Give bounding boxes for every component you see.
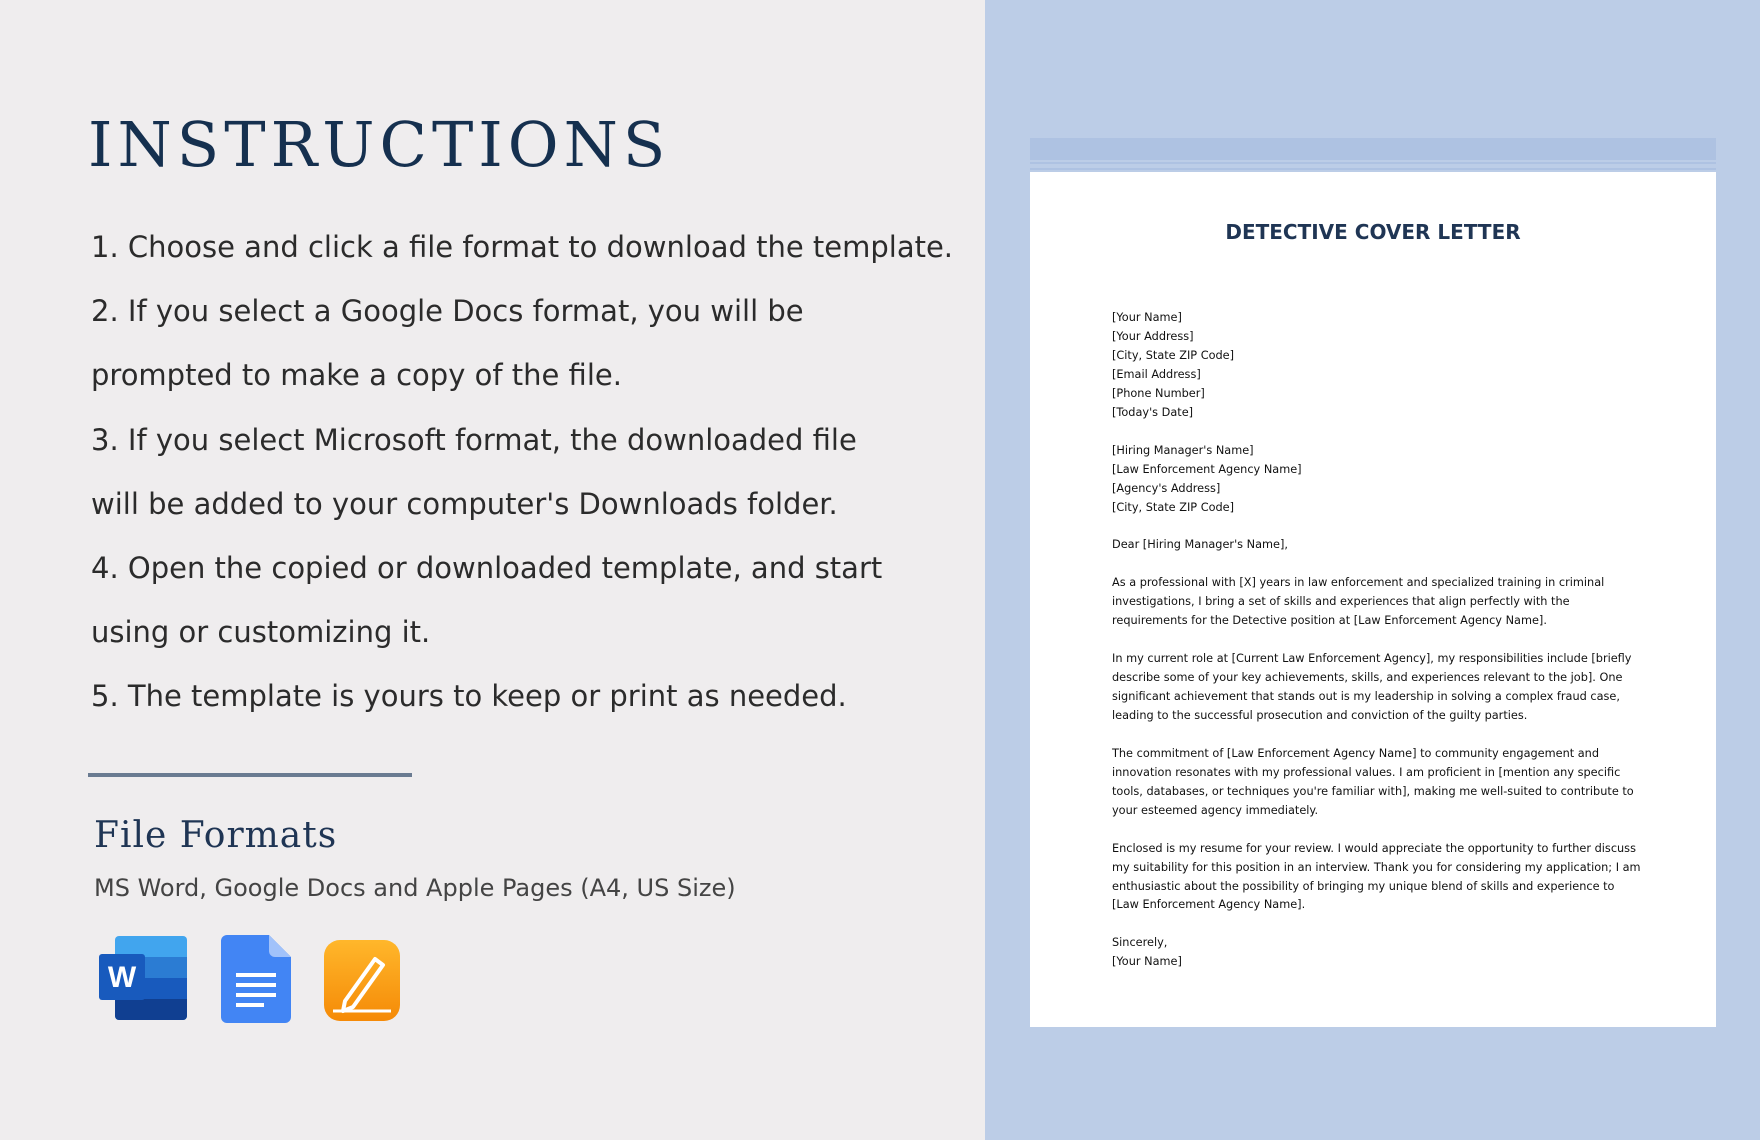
letter-paragraph (1112, 745, 1672, 821)
letter-line: [Agency's Address] (1112, 481, 1221, 495)
salutation (1112, 536, 1672, 555)
ms-word-icon[interactable] (97, 934, 189, 1022)
instruction-step: using or customizing it. (91, 615, 431, 650)
instruction-step: prompted to make a copy of the file. (91, 358, 622, 393)
letter-line: Dear [Hiring Manager's Name], (1112, 538, 1288, 552)
preview-top-bar (1030, 138, 1716, 160)
recipient-block (1112, 442, 1672, 518)
letter-line: Sincerely, (1112, 936, 1168, 950)
preview-rule (1030, 168, 1716, 170)
google-docs-icon[interactable] (221, 935, 291, 1023)
instruction-step: 4. Open the copied or downloaded template, and start (91, 551, 883, 586)
word-icon-letter: W (107, 961, 137, 994)
letter-line: [Phone Number] (1112, 386, 1205, 400)
letter-paragraph (1112, 840, 1672, 916)
letter-line: In my current role at [Current Law Enforcement Agency], my responsibilities include [briefly (1112, 652, 1632, 666)
letter-line: The commitment of [Law Enforcement Agency Name] to community engagement and (1112, 746, 1600, 760)
letter-line: [Hiring Manager's Name] (1112, 443, 1254, 457)
letter-line: [Your Address] (1112, 329, 1194, 343)
sender-block (1112, 309, 1672, 423)
section-divider (88, 773, 412, 777)
instruction-step: 5. The template is yours to keep or print as needed. (91, 679, 847, 714)
letter-line: describe some of your key achievements, skills, and experiences relevant to the job]. One (1112, 671, 1623, 685)
document-title: DETECTIVE COVER LETTER (1225, 220, 1521, 244)
letter-line: enthusiastic about the possibility of bringing my unique blend of skills and experience to (1112, 879, 1615, 893)
letter-line: Enclosed is my resume for your review. I would appreciate the opportunity to further discuss (1112, 841, 1636, 855)
letter-line: [Law Enforcement Agency Name] (1112, 462, 1302, 476)
letter-line: [Your Name] (1112, 311, 1182, 324)
letter-paragraph (1112, 650, 1672, 726)
letter-line: innovation resonates with my professional values. I am proficient in [mention any specific (1112, 765, 1621, 779)
instruction-step: will be added to your computer's Downloads folder. (91, 486, 838, 521)
letter-line: my suitability for this position in an interview. Thank you for considering my application; I am (1112, 860, 1641, 874)
letter-line: [Law Enforcement Agency Name]. (1112, 898, 1306, 912)
document-body (1112, 309, 1672, 991)
letter-line: investigations, I bring a set of skills and experiences that align perfectly with the (1112, 595, 1570, 609)
letter-line: [City, State ZIP Code] (1112, 348, 1235, 362)
letter-line: leading to the successful prosecution and conviction of the guilty parties. (1112, 708, 1528, 722)
letter-paragraph (1112, 574, 1672, 631)
cover-letter-preview (1030, 172, 1716, 1027)
letter-line: significant achievement that stands out is my leadership in solving a complex fraud case, (1112, 690, 1620, 703)
instructions-title: INSTRUCTIONS (88, 108, 671, 181)
instruction-steps (91, 215, 961, 729)
letter-line: [City, State ZIP Code] (1112, 500, 1235, 514)
letter-line: tools, databases, or techniques you're familiar with], making me well-suited to contribute to (1112, 784, 1634, 798)
instruction-step: 2. If you select a Google Docs format, you will be (91, 294, 804, 329)
letter-line: your esteemed agency immediately. (1112, 803, 1319, 817)
apple-pages-icon[interactable] (323, 939, 401, 1022)
letter-line: [Email Address] (1112, 367, 1201, 381)
instruction-step: 3. If you select Microsoft format, the downloaded file (91, 422, 857, 457)
letter-line: As a professional with [X] years in law enforcement and specialized training in criminal (1112, 576, 1605, 590)
closing-block (1112, 934, 1672, 972)
letter-line: [Your Name] (1112, 955, 1182, 969)
letter-line: requirements for the Detective position at [Law Enforcement Agency Name]. (1112, 614, 1547, 628)
preview-rule (1030, 162, 1716, 164)
file-formats-description: MS Word, Google Docs and Apple Pages (A4, US Size) (94, 874, 736, 902)
letter-line: [Today's Date] (1112, 405, 1194, 419)
instruction-step: 1. Choose and click a file format to download the template. (91, 230, 954, 264)
file-formats-heading: File Formats (94, 815, 338, 856)
